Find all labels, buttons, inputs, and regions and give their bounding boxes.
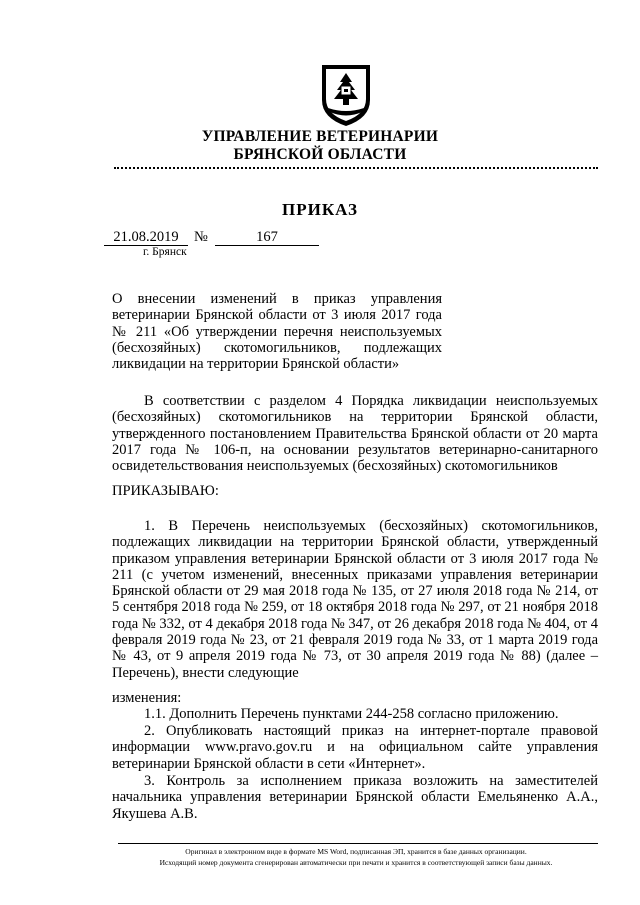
number-sign: №: [194, 229, 208, 245]
item-1-last-line: изменения:: [112, 690, 182, 706]
item-1-1: 1.1. Дополнить Перечень пунктами 244-258 согласно приложению.: [144, 706, 559, 722]
preamble: В соответствии с разделом 4 Порядка ликвидации неиспользуемых (бесхозяйных) скотомогильников на территории Брянской области, утвержденного постановлением Правительства Брянской области от 20 марта 2017 года № 106-п, на основании результатов ветеринарно-санитарного освидетельствования неиспользуемых (бесхозяйных) скотомогильников: [112, 393, 598, 475]
item-2: 2. Опубликовать настоящий приказ на интернет-портале правовой информации www.pravo.gov.ru и на официальном сайте управления ветеринарии Брянской области в сети «Интернет».: [112, 723, 598, 772]
org-name-line2: БРЯНСКОЙ ОБЛАСТИ: [233, 146, 407, 163]
org-name-line1: УПРАВЛЕНИЕ ВЕТЕРИНАРИИ: [201, 128, 439, 145]
order-number: 167: [215, 229, 319, 246]
order-word: ПРИКАЗЫВАЮ:: [112, 483, 219, 499]
item-3: 3. Контроль за исполнением приказа возложить на заместителей начальника управления ветеринарии Брянской области Емельяненко А.А., Якушева А.В.: [112, 773, 598, 822]
order-date: 21.08.2019: [104, 229, 188, 246]
footer-line2: Исходящий номер документа сгенерирован автоматически при печати и хранится в соответствующей записи базы данных.: [159, 858, 553, 867]
order-title: ПРИКАЗ: [282, 200, 358, 219]
city: г. Брянск: [143, 246, 187, 258]
order-subject: О внесении изменений в приказ управления ветеринарии Брянской области от 3 июля 2017 года № 211 «Об утверждении перечня неиспользуемых (бесхозяйных) скотомогильников, подлежащих ликвидации на территории Брянской области»: [112, 291, 442, 373]
footer-line1: Оригинал в электронном виде в формате MS Word, подписанная ЭП, хранится в базе данных организации.: [185, 847, 527, 856]
footer-separator: [118, 843, 598, 844]
coat-of-arms-emblem: [318, 62, 374, 128]
item-1: 1. В Перечень неиспользуемых (бесхозяйных) скотомогильников, подлежащих ликвидации на территории Брянской области, утвержденный приказом управления ветеринарии Брянской области от 3 июля 2017 года № 211 (с учетом изменений, внесенных приказами управления ветеринарии Брянской области от 29 мая 2018 года № 135, от 27 июля 2018 года № 214, от 5 сентября 2018 года № 259, от 18 октября 2018 года № 297, от 21 ноября 2018 года № 332, от 4 декабря 2018 года № 347, от 26 декабря 2018 года № 404, от 4 февраля 2019 года № 23, от 21 февраля 2019 года № 33, от 1 марта 2019 года № 43, от 9 апреля 2019 года № 73, от 30 апреля 2019 года № 88) (далее – Перечень), внести следующие: [112, 518, 598, 681]
dotted-separator: [114, 167, 598, 169]
